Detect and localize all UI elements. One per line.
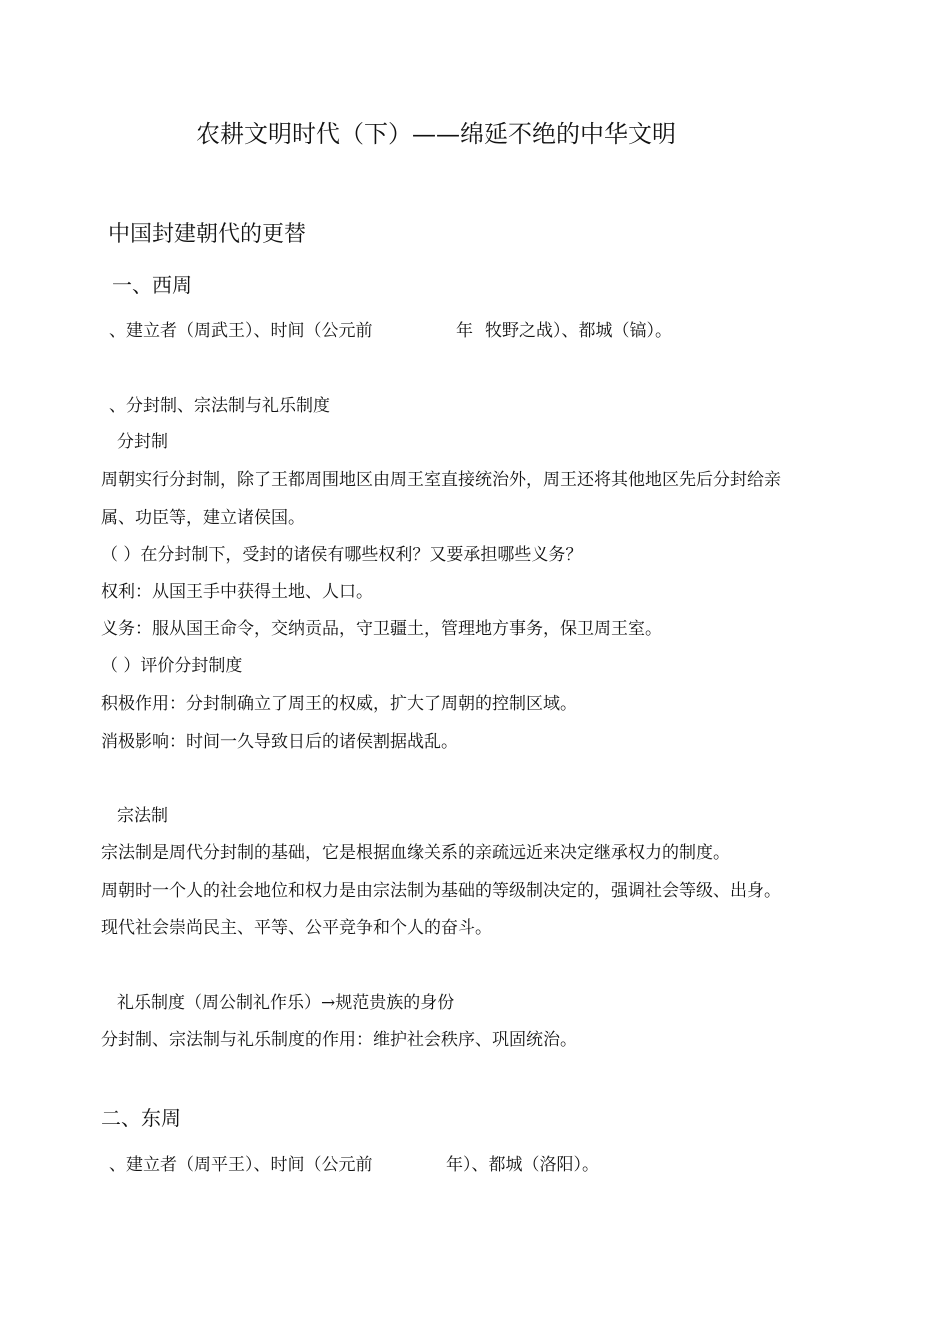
heading-fenfeng: 分封制 (117, 432, 168, 452)
fenfeng-question-1: （ ）在分封制下，受封的诸侯有哪些权利？又要承担哪些义务？ (101, 545, 583, 565)
west-zhou-founding-text: 、建立者（周武王）、时间（公元前 (109, 321, 373, 341)
fenfeng-paragraph-line2: 属、功臣等，建立诸侯国。 (101, 508, 305, 528)
liyue-summary: 分封制、宗法制与礼乐制度的作用：维护社会秩序、巩固统治。 (101, 1030, 577, 1050)
zongfa-paragraph-3: 现代社会崇尚民主、平等、公平竞争和个人的奋斗。 (101, 918, 492, 938)
heading-east-zhou: 二、东周 (101, 1106, 181, 1130)
east-zhou-founding-text: 、建立者（周平王）、时间（公元前 (109, 1155, 373, 1175)
document-title: 农耕文明时代（下）——绵延不绝的中华文明 (196, 120, 676, 148)
zongfa-paragraph-1: 宗法制是周代分封制的基础，它是根据血缘关系的亲疏远近来决定继承权力的制度。 (101, 843, 730, 863)
west-zhou-founding-tail: 牧野之战）、都城（镐）。 (485, 321, 672, 341)
section-heading: 中国封建朝代的更替 (108, 222, 307, 247)
zongfa-paragraph-2: 周朝时一个人的社会地位和权力是由宗法制为基础的等级制决定的，强调社会等级、出身。 (101, 881, 781, 901)
fenfeng-rights: 权利：从国王手中获得土地、人口。 (101, 582, 373, 602)
fenfeng-question-2: （ ）评价分封制度 (101, 656, 243, 676)
west-zhou-systems-line: 、分封制、宗法制与礼乐制度 (109, 396, 330, 416)
heading-zongfa: 宗法制 (117, 806, 168, 826)
fenfeng-duties: 义务：服从国王命令，交纳贡品，守卫疆土，管理地方事务，保卫周王室。 (101, 619, 662, 639)
fenfeng-paragraph-line1: 周朝实行分封制，除了王都周围地区由周王室直接统治外，周王还将其他地区先后分封给亲 (101, 470, 781, 490)
heading-west-zhou: 一、西周 (112, 273, 192, 297)
heading-liyue: 礼乐制度（周公制礼作乐）→规范贵族的身份 (117, 993, 455, 1013)
east-zhou-founding-tail: 年）、都城（洛阳）。 (446, 1155, 599, 1175)
fenfeng-negative: 消极影响：时间一久导致日后的诸侯割据战乱。 (101, 732, 458, 752)
fenfeng-positive: 积极作用：分封制确立了周王的权威，扩大了周朝的控制区域。 (101, 694, 577, 714)
west-zhou-year-label: 年 (456, 321, 473, 341)
